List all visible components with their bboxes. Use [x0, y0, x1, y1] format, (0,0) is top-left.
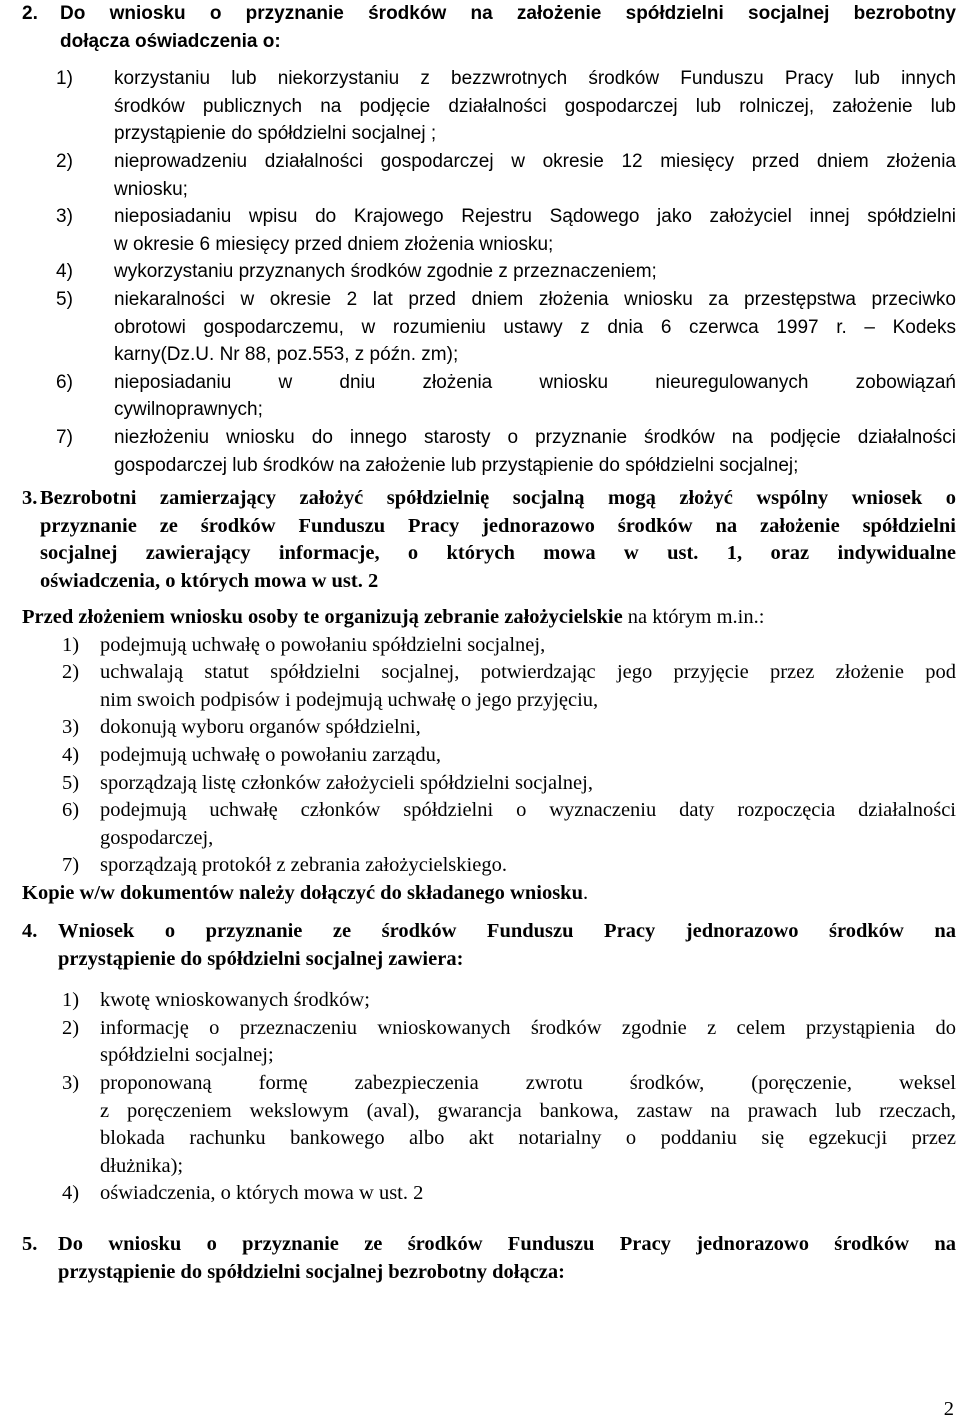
list-item-line: cywilnoprawnych; [114, 399, 263, 421]
meeting-intro: Przed złożeniem wniosku osoby te organizują zebranie założycielskie na którym m.in.: [22, 606, 765, 628]
list-item [22, 1070, 956, 1180]
list-item [22, 369, 956, 424]
section-number: 5. [22, 1233, 38, 1255]
list-item-line: wykorzystaniu przyznanych środków zgodnie z przeznaczeniem; [114, 261, 657, 283]
list-item-number: 1) [62, 989, 80, 1012]
list-item-line: dłużnika); [100, 1154, 184, 1177]
list-item-line: wniosku; [114, 178, 188, 200]
list-item [22, 286, 956, 369]
list-item-line: sporządzają protokół z zebrania założycielskiego. [100, 854, 507, 877]
list-item-line: środków publicznych na podjęcie działalności gospodarczej lub rolniczej, założenie lub [114, 95, 956, 117]
list-item-number: 5) [62, 771, 80, 794]
list-item-line: z poręczeniem wekslowym (aval), gwarancja bankowa, zastaw na prawach lub rzeczach, [100, 1099, 956, 1122]
list-item-line: podejmują uchwałę członków spółdzielni o wyznaczeniu daty rozpoczęcia działalności [100, 799, 956, 822]
section-number: 2. [22, 3, 38, 24]
list-item-number: 1) [62, 633, 80, 656]
list-item-line: podejmują uchwałę o powołaniu spółdzielni socjalnej, [100, 633, 546, 656]
list-item [22, 1180, 956, 1208]
section-5 [22, 1231, 956, 1286]
list-item-line: blokada rachunku bankowego albo akt notarialny o poddaniu się egzekucji przez [100, 1127, 956, 1150]
list-item-number: 3) [62, 716, 80, 739]
list-item-number: 2) [62, 1016, 80, 1039]
section-4 [22, 918, 956, 1208]
list-item [22, 714, 956, 742]
list-item-line: informację o przeznaczeniu wnioskowanych środków zgodnie z celem przystąpienia do [100, 1016, 956, 1039]
list-item-number: 4) [56, 261, 73, 283]
list-item-number: 2) [62, 661, 80, 684]
section-2 [22, 0, 956, 479]
list-item-line: niezłożeniu wniosku do innego starosty o przyznanie środków na podjęcie działalności [114, 426, 956, 448]
list-item [22, 797, 956, 852]
page-number: 2 [943, 1398, 954, 1421]
heading-line: przystąpienie do spółdzielni socjalnej zawiera: [58, 947, 464, 970]
list-item-line: oświadczenia, o których mowa w ust. 2 [100, 1182, 424, 1205]
list-item-line: spółdzielni socjalnej; [100, 1044, 274, 1067]
list-item-number: 4) [62, 743, 80, 766]
list-item [22, 258, 956, 286]
list-item-number: 6) [56, 371, 73, 393]
heading-line: Do wniosku o przyznanie ze środków Funduszu Pracy jednorazowo środków na [58, 1233, 956, 1255]
section-4-list [22, 987, 956, 1208]
list-item-number: 6) [62, 799, 80, 822]
list-item-line: obrotowi gospodarczemu, w rozumieniu ustawy z dnia 6 czerwca 1997 r. – Kodeks [114, 316, 956, 338]
list-item [22, 852, 956, 880]
list-item [22, 65, 956, 148]
list-item-line: proponowaną formę zabezpieczenia zwrotu środków, (poręczenie, weksel [100, 1071, 956, 1094]
section-2-heading [22, 0, 956, 55]
list-item-line: kwotę wnioskowanych środków; [100, 989, 370, 1012]
list-item [22, 1015, 956, 1070]
list-item [22, 203, 956, 258]
list-item-number: 1) [56, 68, 73, 90]
section-number: 3. [22, 487, 38, 509]
list-item [22, 742, 956, 770]
list-item [22, 632, 956, 660]
list-item-line: nieprowadzeniu działalności gospodarczej w okresie 12 miesięcy przed dniem złożenia [114, 150, 956, 172]
list-item-number: 3) [56, 206, 73, 228]
heading-line: dołącza oświadczenia o: [60, 30, 281, 52]
list-item [22, 424, 956, 479]
meeting-list [22, 632, 956, 880]
list-item-line: dokonują wyboru organów spółdzielni, [100, 716, 421, 739]
list-item-line: gospodarczej, [100, 826, 214, 849]
section-number: 4. [22, 920, 38, 942]
list-item-line: przystąpienie do spółdzielni socjalnej ; [114, 123, 437, 145]
list-item-line: uchwalają statut spółdzielni socjalnej, potwierdzając jego przyjęcie przez złożenie pod [100, 661, 956, 684]
list-item-line: nieposiadaniu wpisu do Krajowego Rejestru Sądowego jako założyciel innej spółdzielni [114, 206, 956, 228]
list-item-line: gospodarczej lub środków na założenie lub przystąpienie do spółdzielni socjalnej; [114, 454, 799, 476]
list-item-number: 7) [56, 426, 73, 448]
heading-line: Do wniosku o przyznanie środków na założenie spółdzielni socjalnej bezrobotny [60, 3, 956, 24]
list-item-line: nim swoich podpisów i podejmują uchwałę o jego przyjęciu, [100, 688, 599, 711]
founding-meeting [22, 604, 956, 908]
list-item-line: karny(Dz.U. Nr 88, poz.553, z późn. zm); [114, 344, 459, 366]
list-item-line: sporządzają listę członków założycieli spółdzielni socjalnej, [100, 771, 593, 794]
paragraph-line: oświadczenia, o których mowa w ust. 2 [40, 569, 379, 592]
heading-line: przystąpienie do spółdzielni socjalnej bezrobotny dołącza: [58, 1260, 565, 1283]
list-item [22, 770, 956, 798]
list-item-line: w okresie 6 miesięcy przed dniem złożenia wniosku; [114, 233, 554, 255]
paragraph-line: Bezrobotni zamierzający założyć spółdzielnię socjalną mogą złożyć wspólny wniosek o [40, 487, 956, 509]
list-item-number: 3) [62, 1071, 80, 1094]
list-item-number: 7) [62, 854, 80, 877]
heading-line: Wniosek o przyznanie ze środków Funduszu Pracy jednorazowo środków na [58, 920, 956, 942]
list-item-line: korzystaniu lub niekorzystaniu z bezzwrotnych środków Funduszu Pracy lub innych [114, 68, 956, 90]
list-item [22, 987, 956, 1015]
list-item-line: podejmują uchwałę o powołaniu zarządu, [100, 743, 441, 766]
list-item-number: 5) [56, 288, 73, 310]
list-item [22, 659, 956, 714]
paragraph-line: socjalnej zawierający informacje, o których mowa w ust. 1, oraz indywidualne [40, 542, 956, 565]
list-item-line: niekaralności w okresie 2 lat przed dniem złożenia wniosku za przestępstwa przeciwko [114, 288, 956, 310]
list-item-line: nieposiadaniu w dniu złożenia wniosku nieuregulowanych zobowiązań [114, 371, 956, 393]
list-item [22, 148, 956, 203]
list-item-number: 4) [62, 1182, 80, 1205]
section-3 [22, 485, 956, 595]
paragraph-line: przyznanie ze środków Funduszu Pracy jednorazowo środków na założenie spółdzielni [40, 514, 956, 537]
copies-note: Kopie w/w dokumentów należy dołączyć do składanego wniosku. [22, 881, 589, 904]
section-2-list [22, 65, 956, 479]
list-item-number: 2) [56, 150, 73, 172]
